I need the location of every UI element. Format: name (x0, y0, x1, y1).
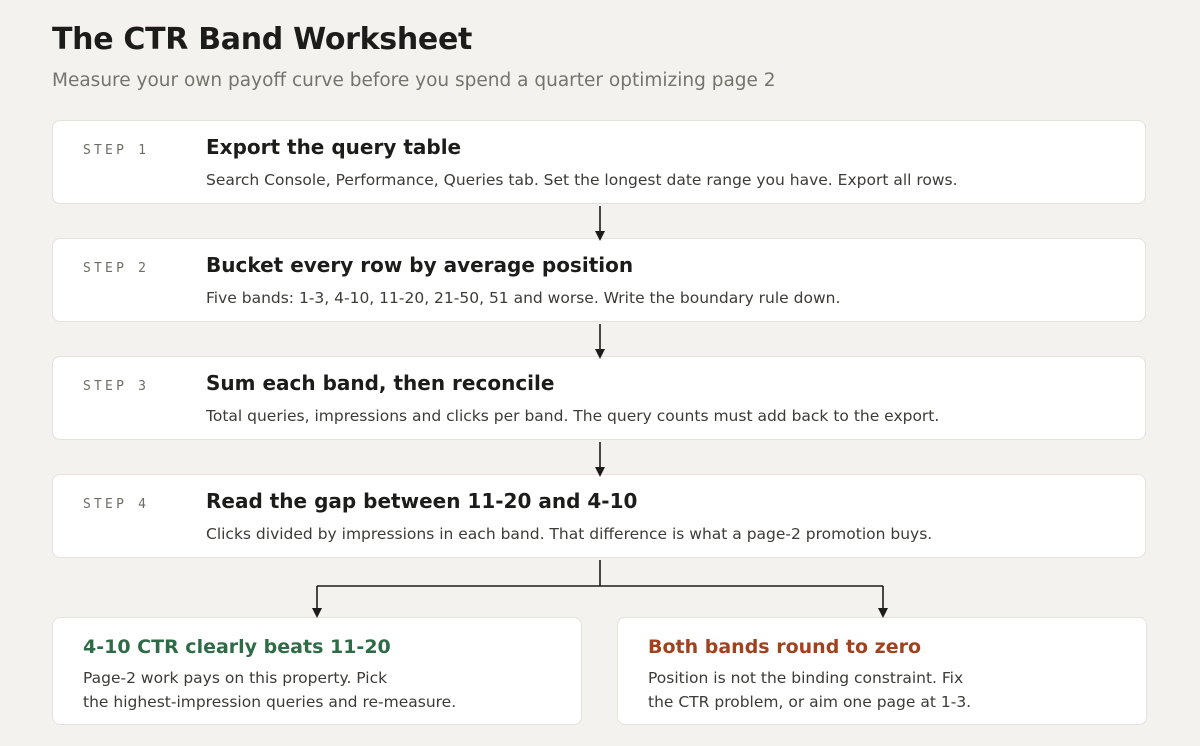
step-title: Bucket every row by average position (206, 253, 634, 277)
step-title: Export the query table (206, 135, 462, 159)
outcome-title: 4-10 CTR clearly beats 11-20 (83, 636, 391, 658)
step-title: Sum each band, then reconcile (206, 371, 555, 395)
step-label: STEP 3 (83, 379, 150, 394)
step-description: Five bands: 1-3, 4-10, 11-20, 21-50, 51 and worse. Write the boundary rule down. (206, 289, 841, 307)
outcome-description-line: Position is not the binding constraint. Fix (648, 669, 964, 687)
step-description: Total queries, impressions and clicks per band. The query counts must add back to the export. (206, 407, 940, 425)
step-label: STEP 1 (83, 143, 150, 158)
page-subtitle: Measure your own payoff curve before you spend a quarter optimizing page 2 (52, 70, 776, 91)
outcome-description-line: the highest-impression queries and re-measure. (83, 693, 457, 711)
step-description: Search Console, Performance, Queries tab. Set the longest date range you have. Export all rows. (206, 171, 958, 189)
step-label: STEP 2 (83, 261, 150, 276)
outcome-title: Both bands round to zero (648, 636, 922, 658)
outcome-description-line: Page-2 work pays on this property. Pick (83, 669, 388, 687)
step-title: Read the gap between 11-20 and 4-10 (206, 489, 638, 513)
step-label: STEP 4 (83, 497, 150, 512)
page-title: The CTR Band Worksheet (52, 22, 473, 57)
step-description: Clicks divided by impressions in each band. That difference is what a page-2 promotion buys. (206, 525, 933, 543)
outcome-description-line: the CTR problem, or aim one page at 1-3. (648, 693, 972, 711)
